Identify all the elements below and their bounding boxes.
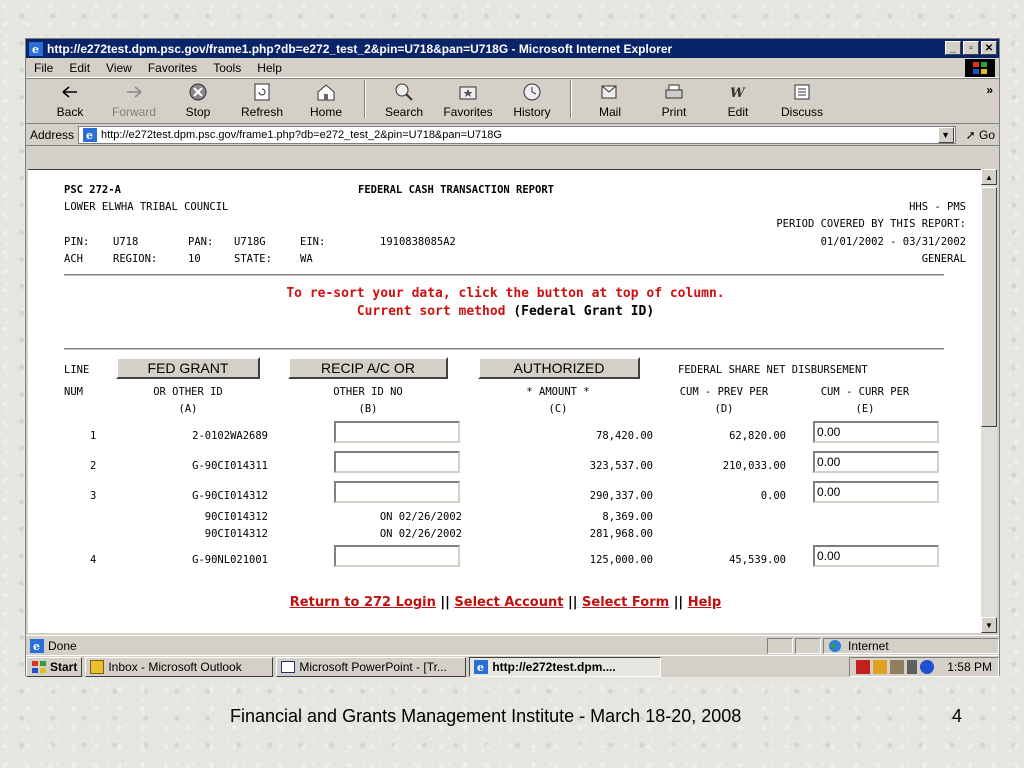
favorites-icon [457,81,479,103]
close-button[interactable]: ✕ [981,41,997,55]
row-cum-prev: 62,820.00 [729,430,786,442]
powerpoint-icon [281,661,295,673]
pan-value: U718G [234,236,266,248]
mail-icon [599,81,621,103]
home-icon [315,81,337,103]
address-dropdown-icon[interactable]: ▼ [938,127,954,143]
cum-curr-input[interactable]: 0.00 [813,481,939,503]
back-label: Back [56,105,84,119]
task-outlook[interactable] [85,657,273,677]
sub-row-note: ON 02/26/2002 [379,528,462,540]
svg-text:e: e [86,128,94,142]
taskbar [26,655,999,677]
go-label: Go [978,127,995,142]
col-header-d: CUM - PREV PER [679,386,769,398]
row-authorized-amount: 78,420.00 [596,430,653,442]
status-segment [795,638,821,654]
row-authorized-amount: 323,537.00 [589,460,653,472]
page-content [28,169,983,633]
row-line-num: 1 [90,430,97,442]
form-id: PSC 272-A [64,184,121,196]
help-link[interactable]: Help [687,595,722,610]
globe-icon [828,639,842,653]
svg-text:e: e [477,660,485,674]
stop-icon [187,81,209,103]
recip-id-input[interactable] [334,451,460,473]
fed-share-header: FEDERAL SHARE NET DISBURSEMENT [678,364,868,376]
row-authorized-amount: 125,000.00 [589,554,653,566]
vertical-scrollbar[interactable] [981,169,997,633]
home-label: Home [309,105,342,119]
refresh-label: Refresh [240,105,284,119]
row-authorized-amount: 290,337.00 [589,490,653,502]
task-powerpoint-label: Microsoft PowerPoint - [Tr... [299,659,447,674]
link-separator: || [440,595,450,610]
title-bar [26,39,999,58]
general-label: GENERAL [921,253,966,265]
discuss-label: Discuss [780,105,823,119]
ie-logo-icon [29,42,43,56]
edit-button[interactable] [708,81,768,119]
task-ie[interactable] [469,657,661,677]
menu-favorites[interactable]: Favorites [147,60,198,75]
menu-edit[interactable]: Edit [69,60,91,75]
page-icon [83,128,97,142]
menu-view[interactable]: View [106,60,132,75]
sub-row-grant-id: 90CI014312 [204,511,268,523]
sub-row-amount: 8,369.00 [602,511,653,523]
history-button[interactable] [502,81,562,119]
sub-row-grant-id: 90CI014312 [204,528,268,540]
row-cum-prev: 210,033.00 [722,460,786,472]
divider [64,348,944,350]
row-line-num: 2 [90,460,97,472]
standard-toolbar [26,78,999,124]
start-label: Start [50,659,78,674]
search-button[interactable] [374,81,434,119]
mail-label: Mail [598,105,621,119]
col-header-num: NUM [64,386,83,398]
cum-curr-input[interactable]: 0.00 [813,451,939,473]
browser-window [25,38,1000,676]
state-label: STATE: [234,253,272,265]
row-grant-id: 2-0102WA2689 [192,430,268,442]
sub-row-amount: 281,968.00 [589,528,653,540]
col-header-e-letter: (E) [855,403,875,415]
link-separator: || [673,595,684,610]
pin-label: PIN: [64,236,90,248]
col-header-b: OTHER ID NO [333,386,403,398]
forward-button[interactable] [104,81,164,119]
refresh-icon [251,81,273,103]
col-header-c: * AMOUNT * [526,386,590,398]
recip-id-input[interactable] [334,421,460,443]
status-bar [26,635,999,655]
tray-help-icon[interactable] [920,660,934,674]
region-value: 10 [188,253,201,265]
status-text: Done [48,638,77,653]
print-label: Print [661,105,687,119]
discuss-button[interactable] [772,81,832,119]
status-segment [767,638,793,654]
system-tray [849,657,999,677]
row-grant-id: G-90NL021001 [192,554,268,566]
col-header-b-letter: (B) [358,403,378,415]
ie-task-icon [474,660,488,674]
row-grant-id: G-90CI014311 [192,460,268,472]
svg-text:e: e [33,639,40,653]
col-header-c-letter: (C) [548,403,568,415]
windows-logo-icon [965,59,995,77]
col-header-d-letter: (D) [714,403,734,415]
toolbar-divider [570,80,572,118]
edit-label: Edit [727,105,749,119]
row-grant-id: G-90CI014312 [192,490,268,502]
scroll-down-icon[interactable]: ▼ [981,617,997,633]
favorites-button[interactable] [438,81,498,119]
row-cum-prev: 0.00 [760,490,786,502]
report-title: FEDERAL CASH TRANSACTION REPORT [358,184,554,196]
pin-value: U718 [113,236,139,248]
recip-id-input[interactable] [334,545,460,567]
footer-text: Financial and Grants Management Institute - March 18-20, 2008 [230,706,742,726]
zone-panel [823,638,999,654]
sub-row-note: ON 02/26/2002 [379,511,462,523]
mail-button[interactable] [580,81,640,119]
ach-label: ACH [64,253,83,265]
edit-icon [727,81,749,103]
favorites-label: Favorites [443,105,493,119]
task-ie-label: http://e272test.dpm.... [492,659,616,674]
maximize-button[interactable]: ▫ [963,41,979,55]
row-line-num: 3 [90,490,97,502]
scroll-thumb[interactable] [981,187,997,427]
search-icon [393,81,415,103]
back-arrow-icon [59,81,81,103]
tray-app-icon[interactable] [856,660,870,674]
menu-tools[interactable]: Tools [213,60,242,75]
period-label: PERIOD COVERED BY THIS REPORT: [776,218,966,230]
pan-label: PAN: [188,236,214,248]
start-button[interactable] [26,657,82,677]
svg-text:W: W [730,86,745,101]
tray-pen-icon[interactable] [890,660,904,674]
svg-text:e: e [32,42,39,56]
sort-instruction: To re-sort your data, click the button at top of column. [286,286,725,301]
cum-curr-input[interactable]: 0.00 [813,545,939,567]
state-value: WA [300,253,313,265]
windows-flag-icon [31,660,47,674]
select-account-link[interactable]: Select Account [454,595,564,610]
sort-method-value: (Federal Grant ID) [513,304,655,319]
ein-value: 1910838085A2 [380,236,456,248]
row-line-num: 4 [90,554,97,566]
task-outlook-label: Inbox - Microsoft Outlook [108,659,242,674]
return-login-link[interactable]: Return to 272 Login [289,595,436,610]
sort-method-label: Current sort method [356,304,506,319]
tray-device-icon[interactable] [907,660,917,674]
stop-label: Stop [185,105,211,119]
region-label: REGION: [113,253,158,265]
page-status-icon [30,639,44,653]
period-value: 01/01/2002 - 03/31/2002 [820,236,966,248]
authorized-sort-button[interactable]: AUTHORIZED [478,357,640,379]
task-powerpoint[interactable] [276,657,466,677]
minimize-button[interactable]: _ [945,41,961,55]
organization-name: LOWER ELWHA TRIBAL COUNCIL [64,201,229,213]
outlook-icon [90,660,104,674]
address-label: Address [30,127,75,142]
forward-label: Forward [111,105,156,119]
divider [64,274,944,276]
recip-id-input[interactable] [334,481,460,503]
col-header-a-letter: (A) [178,403,198,415]
zone-text: Internet [848,638,889,653]
fed-grant-sort-button[interactable]: FED GRANT [116,357,260,379]
print-button[interactable] [644,81,704,119]
row-cum-prev: 45,539.00 [729,554,786,566]
home-button[interactable] [296,81,356,119]
scroll-up-icon[interactable]: ▲ [981,169,997,185]
nav-links [28,595,983,610]
clock: 1:58 PM [947,659,992,674]
hhs-pms: HHS - PMS [909,201,966,213]
menu-file[interactable]: File [34,60,54,75]
select-form-link[interactable]: Select Form [582,595,670,610]
history-label: History [513,105,551,119]
go-button[interactable]: ➚ Go [965,127,995,142]
discuss-icon [791,81,813,103]
recip-ac-sort-button[interactable]: RECIP A/C OR [288,357,448,379]
ein-label: EIN: [300,236,326,248]
menu-help[interactable]: Help [257,60,282,75]
cum-curr-input[interactable]: 0.00 [813,421,939,443]
back-button[interactable] [40,81,100,119]
history-icon [521,81,543,103]
menu-bar [26,58,999,78]
search-label: Search [384,105,424,119]
col-header-line: LINE [64,364,90,376]
tray-network-icon[interactable] [873,660,887,674]
forward-arrow-icon [123,81,145,103]
stop-button[interactable] [168,81,228,119]
col-header-a: OR OTHER ID [153,386,223,398]
slide-number: 4 [952,706,963,726]
print-icon [663,81,685,103]
window-title: http://e272test.dpm.psc.gov/frame1.php?db=e272_test_2&pin=U718&pan=U718G - Microsoft Internet Explorer [47,41,673,56]
link-separator: || [567,595,578,610]
address-value: http://e272test.dpm.psc.gov/frame1.php?db=e272_test_2&pin=U718&pan=U718G [101,128,502,141]
address-input[interactable] [78,126,956,144]
address-bar [26,124,999,146]
tray-icons[interactable] [856,660,934,674]
toolbar-divider [364,80,366,118]
refresh-button[interactable] [232,81,292,119]
toolbar-overflow-icon[interactable]: » [986,83,993,97]
col-header-e: CUM - CURR PER [820,386,910,398]
